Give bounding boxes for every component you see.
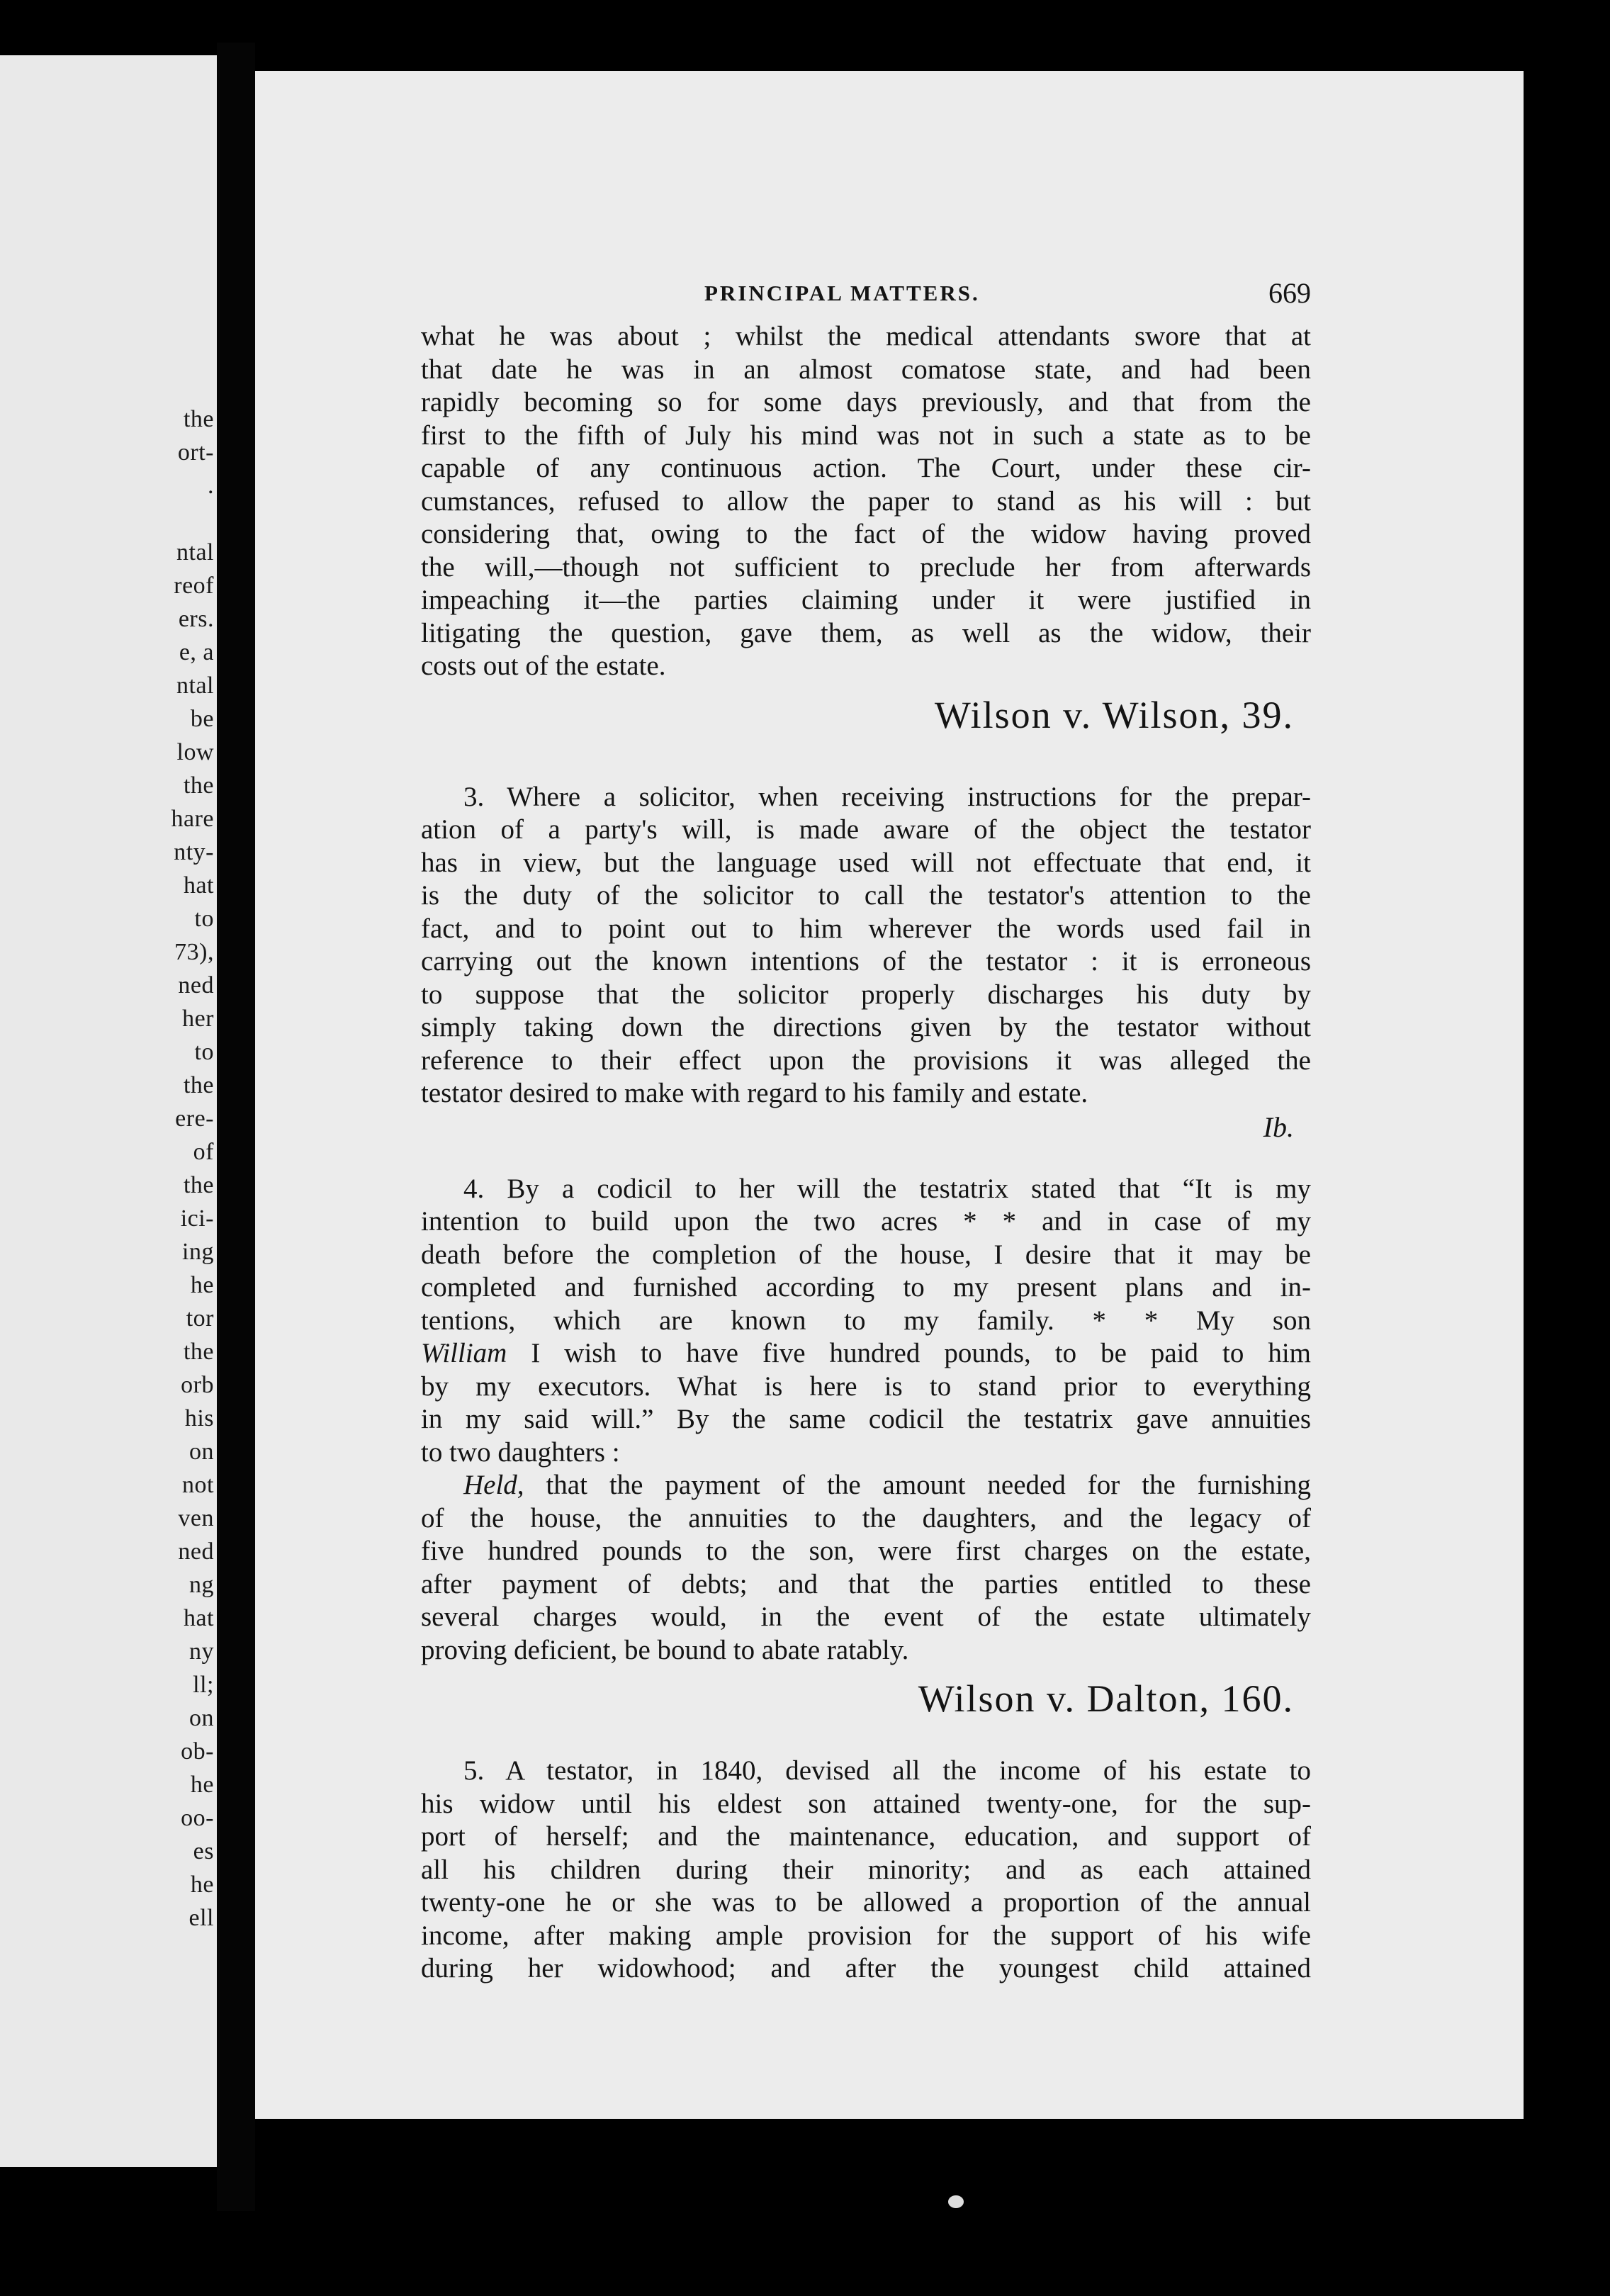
text-line [421, 1469, 1311, 1502]
left-page-fragment-line: ven [178, 1505, 214, 1531]
text-line: intention to build upon the two acres * * and in case of my [421, 1206, 1311, 1237]
paragraph-3 [421, 781, 1311, 1110]
text-line: fact, and to point out to him wherever the words used fail in [421, 913, 1311, 944]
ibid-reference: Ib. [1263, 1110, 1294, 1143]
text-line: death before the completion of the house, I desire that it may be [421, 1239, 1311, 1270]
text-line: costs out of the estate. [421, 651, 666, 681]
text-line: to two daughters : [421, 1436, 620, 1468]
text-line: is the duty of the solicitor to call the testator's attention to the [421, 880, 1311, 911]
left-page-fragment-line: ing [182, 1239, 214, 1265]
text-line: rapidly becoming so for some days previously, and that from the [421, 387, 1311, 417]
text-span: I wish to have five hundred pounds, to be paid to him [507, 1338, 1311, 1368]
left-page-fragment-line: his [184, 1405, 214, 1431]
left-page-fragment-line: on [189, 1439, 214, 1465]
left-page-fragment-line: ned [178, 972, 214, 998]
left-page-fragment-line: ell [188, 1905, 214, 1931]
paragraph-5 [421, 1755, 1311, 1986]
left-page-fragment-line: ob- [181, 1738, 214, 1765]
text-line: simply taking down the directions given by the testator without [421, 1012, 1311, 1042]
text-line: his widow until his eldest son attained twenty-one, for the sup- [421, 1788, 1311, 1819]
left-page-fragment-line: oo- [181, 1805, 214, 1831]
text-line: by my executors. What is here is to stand prior to everything [421, 1371, 1311, 1402]
text-line: proving deficient, be bound to abate ratably. [421, 1634, 909, 1665]
text-line: twenty-one he or she was to be allowed a proportion of the annual [421, 1887, 1311, 1918]
text-line: capable of any continuous action. The Court, under these cir- [421, 453, 1311, 483]
left-page-fragment-line: ort- [177, 439, 214, 466]
left-page-fragment-line: nty- [174, 839, 214, 865]
text-span: that the payment of the amount needed for the furnishing [524, 1470, 1311, 1500]
left-page-fragment-line: e, a [179, 639, 214, 665]
left-page-fragment-line: ici- [180, 1205, 214, 1232]
left-page-fragment-line: be [190, 706, 214, 732]
left-page-fragment-line: of [193, 1139, 214, 1165]
text-line [421, 1337, 1311, 1371]
left-page-fragment-line: hare [171, 806, 214, 832]
left-page-fragment-line: ere- [175, 1105, 214, 1132]
left-page-fragment-line: ned [178, 1538, 214, 1565]
text-line: litigating the question, gave them, as well as the widow, their [421, 617, 1311, 648]
left-page-fragment-line: not [182, 1472, 214, 1498]
text-line: in my said will.” By the same codicil the testatrix gave annuities [421, 1404, 1311, 1434]
book-gutter [217, 43, 255, 2211]
left-page-fragment-line: ntal [176, 539, 214, 565]
text-line: first to the fifth of July his mind was not in such a state as to be [421, 420, 1311, 451]
text-line: what he was about ; whilst the medical attendants swore that at [421, 321, 1311, 351]
left-page-fragment [0, 55, 217, 2167]
left-page-fragment-line: the [183, 406, 214, 432]
text-line: income, after making ample provision for the support of his wife [421, 1920, 1311, 1951]
left-page-fragment-line: tor [186, 1305, 214, 1332]
left-page-fragment-line: ng [189, 1572, 214, 1598]
left-page-fragment-line: to [194, 1039, 214, 1065]
left-page-fragment-line: he [190, 1772, 214, 1798]
left-page-fragment-line: low [176, 739, 214, 765]
text-line: cumstances, refused to allow the paper to stand as his will : but [421, 485, 1311, 517]
scan-speck [948, 2195, 964, 2208]
text-line: port of herself; and the maintenance, education, and support of [421, 1821, 1311, 1852]
left-page-text-column [108, 403, 214, 1935]
text-line: 4. By a codicil to her will the testatrix stated that “It is my [463, 1173, 1311, 1204]
text-line: 5. A testator, in 1840, devised all the income of his estate to [463, 1755, 1311, 1786]
text-line: completed and furnished according to my present plans and in- [421, 1272, 1311, 1302]
text-line: considering that, owing to the fact of the widow having proved [421, 519, 1311, 549]
page-number: 669 [1268, 277, 1311, 309]
text-line: the will,—though not sufficient to preclude her from afterwards [421, 551, 1311, 583]
left-page-fragment-line: on [189, 1705, 214, 1731]
page-content [421, 276, 1311, 1986]
text-line: has in view, but the language used will not effectuate that end, it [421, 847, 1311, 878]
text-line: carrying out the known intentions of the testator : it is erroneous [421, 946, 1311, 977]
text-line: of the house, the annuities to the daughters, and the legacy of [421, 1502, 1311, 1534]
text-line: tentions, which are known to my family. * * My son [421, 1305, 1311, 1336]
left-page-fragment-line: ny [189, 1638, 214, 1665]
left-page-fragment-line: es [193, 1838, 214, 1864]
text-line: reference to their effect upon the provisions it was alleged the [421, 1045, 1311, 1076]
left-page-fragment-line: ers. [178, 606, 214, 632]
left-page-fragment-line: her [182, 1006, 214, 1032]
left-page-fragment-line: to [194, 906, 214, 932]
left-page-fragment-line: hat [183, 1605, 214, 1631]
book-page [255, 71, 1524, 2119]
running-head-title: PRINCIPAL MATTERS. [704, 281, 980, 305]
running-head [421, 276, 1311, 319]
left-page-fragment-line: the [183, 1172, 214, 1198]
text-line: to suppose that the solicitor properly discharges his duty by [421, 979, 1311, 1010]
left-page-fragment-line: the [183, 772, 214, 799]
left-page-fragment-line: reof [174, 573, 214, 599]
left-page-fragment-line: ll; [193, 1672, 214, 1698]
text-line: 3. Where a solicitor, when receiving instructions for the prepar- [463, 781, 1311, 812]
text-line: five hundred pounds to the son, were first charges on the estate, [421, 1536, 1311, 1566]
text-line: impeaching it—the parties claiming under it were justified in [421, 585, 1311, 615]
italic-name: William [421, 1338, 507, 1368]
held-italic: Held, [463, 1470, 524, 1500]
paragraph-4 [421, 1173, 1311, 1667]
left-page-fragment-line: hat [183, 872, 214, 899]
case-citation-wilson-v-wilson: Wilson v. Wilson, 39. [934, 693, 1294, 736]
left-page-fragment-line: . [208, 473, 214, 499]
text-line: that date he was in an almost comatose state, and had been [421, 354, 1311, 385]
case-citation-wilson-v-dalton: Wilson v. Dalton, 160. [918, 1677, 1294, 1720]
left-page-fragment-line: orb [181, 1372, 214, 1398]
text-line: during her widowhood; and after the youngest child attained [421, 1953, 1311, 1983]
text-line: several charges would, in the event of the estate ultimately [421, 1602, 1311, 1632]
text-line: ation of a party's will, is made aware of the object the testator [421, 814, 1311, 845]
paragraph-continued [421, 320, 1311, 683]
left-page-fragment-line: 73), [174, 939, 214, 965]
text-line: all his children during their minority; and as each attained [421, 1854, 1311, 1885]
left-page-fragment-line: he [190, 1872, 214, 1898]
left-page-fragment-line: he [190, 1272, 214, 1298]
text-line: testator desired to make with regard to his family and estate. [421, 1078, 1088, 1108]
left-page-fragment-line: ntal [176, 673, 214, 699]
left-page-fragment-line [108, 502, 214, 536]
left-page-fragment-line: the [183, 1072, 214, 1098]
left-page-fragment-line: the [183, 1339, 214, 1365]
text-line: after payment of debts; and that the parties entitled to these [421, 1568, 1311, 1599]
